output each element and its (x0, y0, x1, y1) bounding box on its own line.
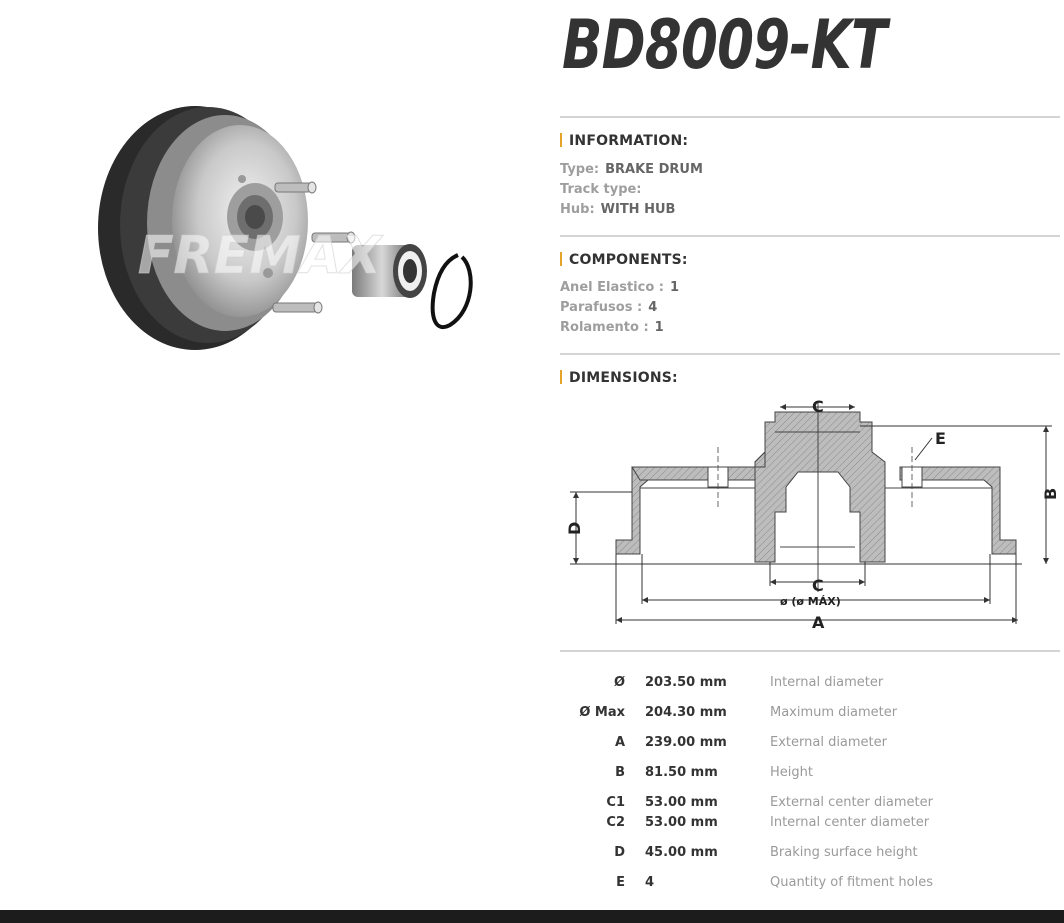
drum-cross-section (616, 412, 1016, 562)
spec-value: 239.00 mm (645, 735, 727, 750)
component-value: 1 (670, 280, 680, 295)
spec-value: 81.50 mm (645, 765, 718, 780)
spec-description: Internal diameter (770, 675, 884, 690)
spec-symbol: C2 (606, 815, 625, 830)
info-value: WITH HUB (600, 202, 676, 217)
dimensions-heading-text: DIMENSIONS: (569, 370, 678, 386)
label-e: E (935, 429, 946, 448)
spec-description: Quantity of fitment holes (770, 875, 933, 890)
info-row-track-type (560, 182, 648, 197)
divider (560, 116, 1060, 118)
spec-symbol: C1 (606, 795, 625, 810)
spec-row (560, 705, 1060, 723)
info-row-hub (560, 202, 675, 217)
spec-row (560, 675, 1060, 693)
components-heading-text: COMPONENTS: (569, 252, 688, 268)
divider (560, 235, 1060, 237)
spec-value: 203.50 mm (645, 675, 727, 690)
spec-symbol: B (615, 765, 625, 780)
accent-bar (560, 370, 562, 384)
spec-description: Height (770, 765, 813, 780)
spec-value: 204.30 mm (645, 705, 727, 720)
spec-value: 53.00 mm (645, 795, 718, 810)
spec-row (560, 795, 1060, 813)
spec-description: Internal center diameter (770, 815, 930, 830)
divider (560, 650, 1060, 652)
snap-ring (433, 255, 471, 327)
spec-row (560, 735, 1060, 753)
label-a: A (812, 613, 825, 632)
spec-description: External diameter (770, 735, 887, 750)
information-heading (560, 133, 688, 149)
spec-symbol: E (616, 875, 625, 890)
product-code-title: BD8009-KT (562, 6, 887, 85)
component-label: Anel Elastico : (560, 280, 664, 295)
component-label: Rolamento : (560, 320, 649, 335)
spec-row (560, 765, 1060, 783)
spec-symbol: D (614, 845, 625, 860)
component-row (560, 280, 679, 295)
spec-row (560, 875, 1060, 893)
spec-description: Maximum diameter (770, 705, 898, 720)
spec-row (560, 845, 1060, 863)
component-row (560, 320, 664, 335)
info-label: Type: (560, 162, 600, 177)
accent-bar (560, 252, 562, 266)
spec-description: Braking surface height (770, 845, 918, 860)
components-heading (560, 252, 688, 268)
label-d: D (565, 521, 584, 535)
label-c-top: C (812, 397, 824, 416)
spec-value: 4 (645, 875, 655, 890)
divider (560, 353, 1060, 355)
information-heading-text: INFORMATION: (569, 133, 689, 149)
accent-bar (560, 133, 562, 147)
dimensions-heading (560, 370, 678, 386)
info-label: Hub: (560, 202, 595, 217)
spec-value: 45.00 mm (645, 845, 718, 860)
label-c-bottom: C (812, 576, 824, 595)
component-value: 4 (648, 300, 658, 315)
dimensions-diagram (560, 392, 1060, 637)
product-image (90, 95, 490, 365)
info-row-type (560, 162, 703, 177)
component-row (560, 300, 657, 315)
label-max-diameter: ø (ø MÁX) (780, 595, 841, 608)
info-value: BRAKE DRUM (605, 162, 703, 177)
spec-description: External center diameter (770, 795, 933, 810)
label-b: B (1041, 487, 1060, 500)
spec-symbol: Ø (613, 675, 625, 690)
component-label: Parafusos : (560, 300, 643, 315)
watermark: FREMAX (138, 226, 382, 286)
spec-value: 53.00 mm (645, 815, 718, 830)
component-value: 1 (654, 320, 664, 335)
info-label: Track type: (560, 182, 642, 197)
spec-symbol: A (614, 735, 625, 750)
spec-row (560, 815, 1060, 833)
footer-bar (0, 910, 1064, 923)
spec-symbol: Ø Max (579, 705, 625, 720)
